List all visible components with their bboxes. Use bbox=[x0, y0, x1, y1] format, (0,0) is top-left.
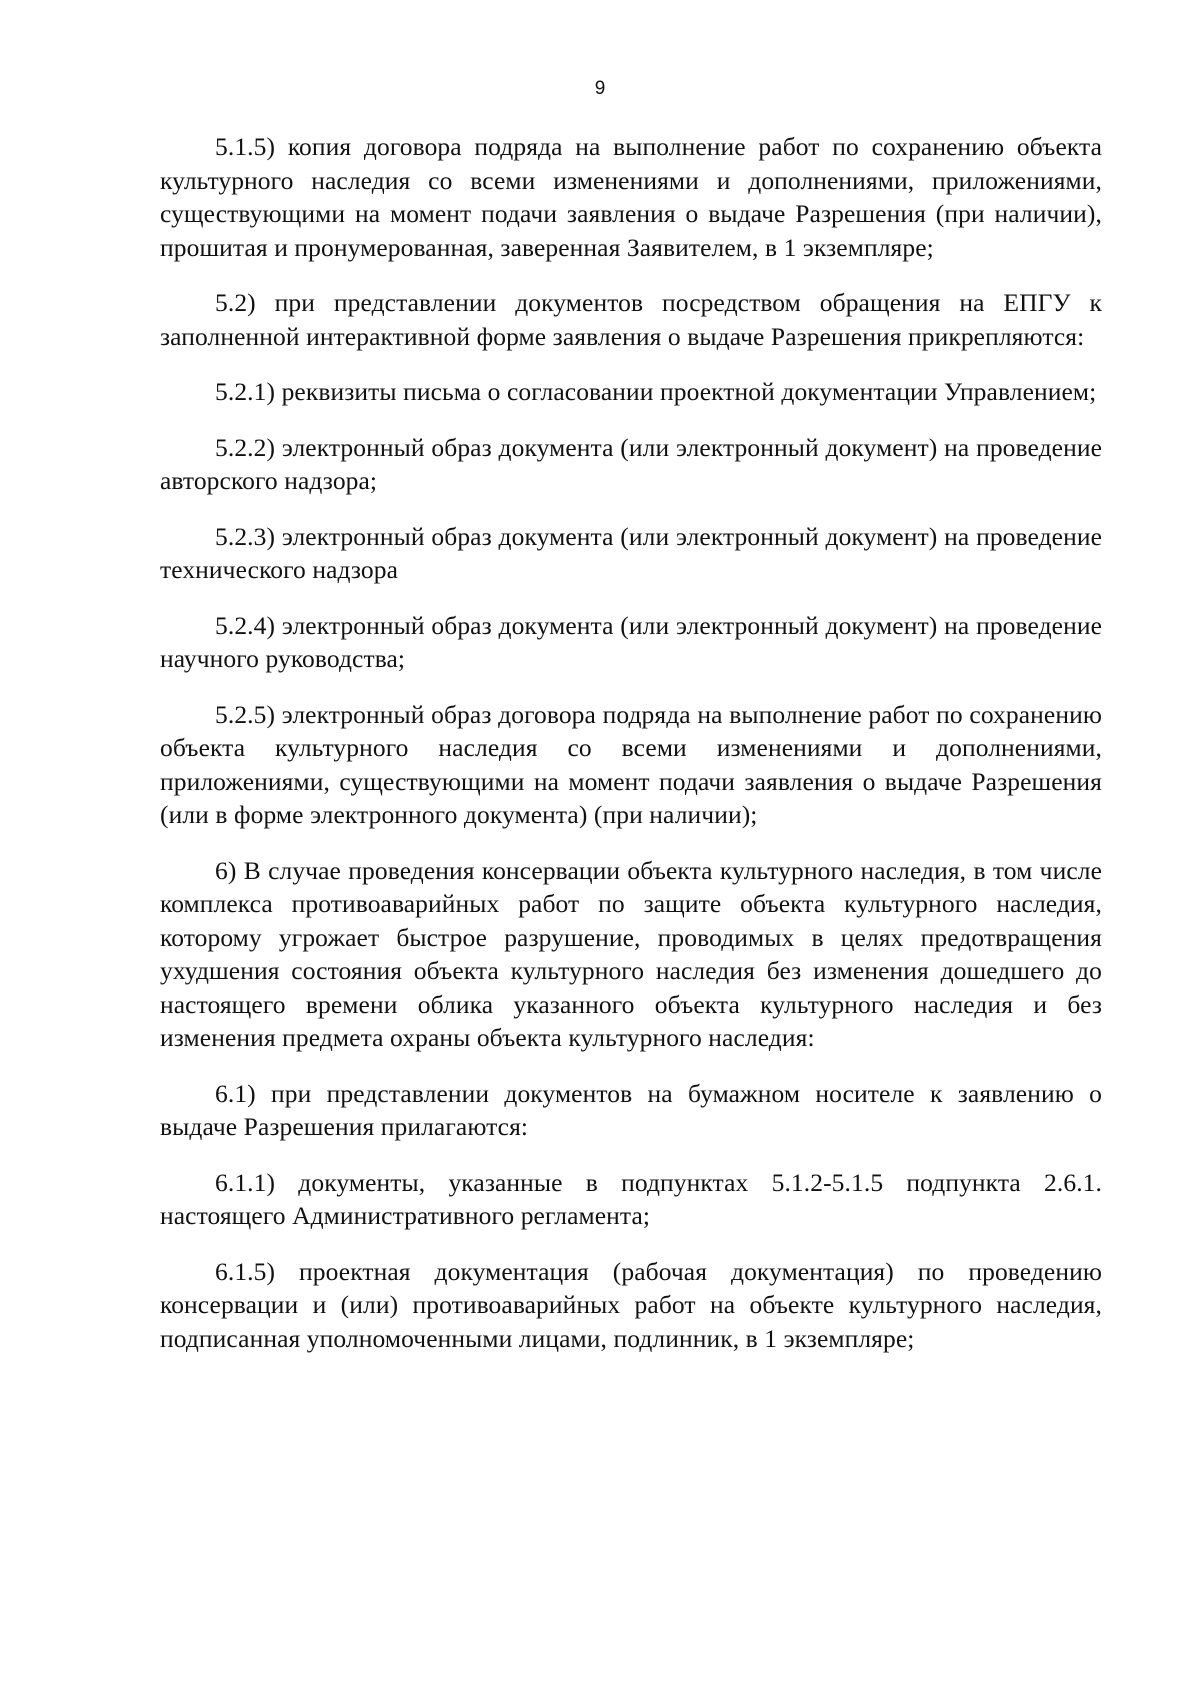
paragraph-6-1-5: 6.1.5) проектная документация (рабочая документация) по проведению консервации и (или) противоаварийных работ на объекте культурного наследия, подписанная уполномоченными лицами, подлинник, в 1 экземпляре; bbox=[160, 1256, 1102, 1353]
page-number: 9 bbox=[594, 78, 606, 99]
document-body bbox=[160, 130, 1102, 1377]
paragraph-5-2-5: 5.2.5) электронный образ договора подряда на выполнение работ по сохранению объекта культурного наследия со всеми изменениями и дополнениями, приложениями, существующими на момент подачи заявления о выдаче Разрешения (или в форме электронного документа) (при наличии); bbox=[160, 699, 1102, 829]
paragraph-5-2-3: 5.2.3) электронный образ документа (или электронный документ) на проведение технического надзора bbox=[160, 521, 1102, 584]
paragraph-5-2-4: 5.2.4) электронный образ документа (или электронный документ) на проведение научного руководства; bbox=[160, 610, 1102, 673]
paragraph-5-2-2: 5.2.2) электронный образ документа (или электронный документ) на проведение авторского надзора; bbox=[160, 432, 1102, 495]
paragraph-6-1: 6.1) при представлении документов на бумажном носителе к заявлению о выдаче Разрешения прилагаются: bbox=[160, 1078, 1102, 1141]
paragraph-5-2-1: 5.2.1) реквизиты письма о согласовании проектной документации Управлением; bbox=[215, 377, 1097, 406]
paragraph-6: 6) В случае проведения консервации объекта культурного наследия, в том числе комплекса противоаварийных работ по защите объекта культурного наследия, которому угрожает быстрое разрушение, проводимых в целях предотвращения ухудшения состояния объекта культурного наследия без изменения дошедшего до настоящего времени облика указанного объекта культурного наследия и без изменения предмета охраны объекта культурного наследия: bbox=[160, 855, 1102, 1052]
paragraph-5-2: 5.2) при представлении документов посредством обращения на ЕПГУ к заполненной интерактивной форме заявления о выдаче Разрешения прикрепляются: bbox=[160, 288, 1102, 351]
paragraph-5-1-5: 5.1.5) копия договора подряда на выполнение работ по сохранению объекта культурного наследия со всеми изменениями и дополнениями, приложениями, существующими на момент подачи заявления о выдаче Разрешения (при наличии), прошитая и пронумерованная, заверенная Заявителем, в 1 экземпляре; bbox=[160, 132, 1102, 262]
paragraph-6-1-1: 6.1.1) документы, указанные в подпунктах 5.1.2-5.1.5 подпункта 2.6.1. настоящего Административного регламента; bbox=[160, 1167, 1102, 1230]
